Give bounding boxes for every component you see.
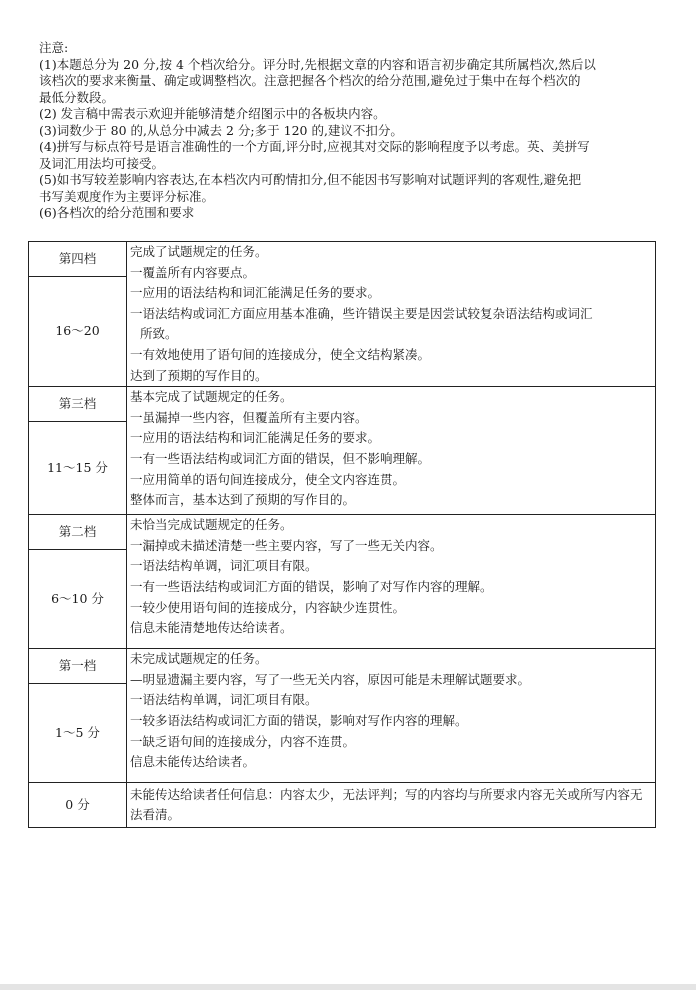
note-line: (5)如书写较差影响内容表达,在本档次内可酌情扣分,但不能因书写影响对试题评判的客观性,避免把	[39, 172, 582, 187]
grade-range: 11～15 分	[29, 422, 127, 515]
criteria-line: 达到了预期的写作目的。	[130, 367, 268, 383]
grade-level: 第四档	[29, 242, 127, 277]
criteria-line: —明显遗漏主要内容，写了一些无关内容，原因可能是未理解试题要求。	[130, 671, 531, 687]
note-line: 及词汇用法均可接受。	[39, 155, 165, 171]
criteria-line: 一语法结构单调，词汇项目有限。	[130, 558, 318, 574]
grade-description	[127, 387, 656, 515]
criteria-line: 一较多语法结构或词汇方面的错误，影响对写作内容的理解。	[130, 712, 468, 728]
note-line: (3)词数少于 80 的,从总分中减去 2 分;多于 120 的,建议不扣分。	[39, 122, 403, 138]
grade-row	[29, 387, 656, 422]
criteria-line: 信息未能清楚地传达给读者。	[130, 620, 293, 636]
criteria-line: 一应用简单的语句间连接成分，使全文内容连贯。	[130, 471, 406, 487]
note-line: (2) 发言稿中需表示欢迎并能够清楚介绍图示中的各板块内容。	[39, 106, 386, 121]
note-line: 书写美观度作为主要评分标准。	[39, 188, 215, 204]
grade-level: 第三档	[29, 387, 127, 422]
grade-range: 1～5 分	[29, 684, 127, 783]
notes-title: 注意:	[39, 40, 69, 55]
note-line: 最低分数段。	[39, 89, 115, 105]
grade-level: 0 分	[29, 783, 127, 828]
criteria-line: 一有一些语法结构或词汇方面的错误，影响了对写作内容的理解。	[130, 578, 493, 594]
note-line: (6)各档次的给分范围和要求	[39, 205, 195, 220]
grade-range: 6～10 分	[29, 550, 127, 649]
criteria-line: 未恰当完成试题规定的任务。	[130, 517, 293, 533]
criteria-line: 一漏掉或未描述清楚一些主要内容，写了一些无关内容。	[130, 537, 443, 553]
grade-description	[127, 649, 656, 783]
criteria-line: 基本完成了试题规定的任务。	[130, 389, 293, 405]
note-line: 该档次的要求来衡量、确定或调整档次。注意把握各个档次的给分范围,避免过于集中在每个档次的	[39, 73, 581, 88]
criteria-line: 一有一些语法结构或词汇方面的错误，但不影响理解。	[130, 450, 431, 466]
page-bottom-bar	[0, 984, 696, 990]
grade-description	[127, 242, 656, 387]
criteria-line: 一覆盖所有内容要点。	[130, 264, 256, 280]
grade-level: 第二档	[29, 515, 127, 550]
grade-range: 16～20	[29, 277, 127, 387]
criteria-line: 信息未能传达给读者。	[130, 754, 256, 770]
criteria-line: 完成了试题规定的任务。	[130, 244, 268, 259]
criteria-line: 一缺乏语句间的连接成分，内容不连贯。	[130, 733, 356, 749]
note-line: (4)拼写与标点符号是语言准确性的一个方面,评分时,应视其对交际的影响程度予以考虑。英、美拼写	[39, 139, 590, 154]
criteria-line: 所致。	[140, 326, 178, 342]
grade-description	[127, 515, 656, 649]
criteria-line: 一虽漏掉一些内容，但覆盖所有主要内容。	[130, 409, 368, 425]
criteria-line: 整体而言，基本达到了预期的写作目的。	[130, 492, 356, 508]
grade-row	[29, 515, 656, 550]
grade-row	[29, 783, 656, 828]
criteria-line: 未完成试题规定的任务。	[130, 651, 268, 667]
grade-level: 第一档	[29, 649, 127, 684]
grade-row	[29, 649, 656, 684]
criteria-line: 一应用的语法结构和词汇能满足任务的要求。	[130, 430, 381, 446]
grade-description: 未能传达给读者任何信息：内容太少，无法评判；写的内容均与所要求内容无关或所写内容无法看清。	[127, 783, 656, 828]
criteria-line: 一有效地使用了语句间的连接成分，使全文结构紧凑。	[130, 346, 431, 362]
note-line: (1)本题总分为 20 分,按 4 个档次给分。评分时,先根据文章的内容和语言初步确定其所属档次,然后以	[39, 56, 596, 72]
scoring-notes	[39, 40, 661, 222]
grading-table	[28, 241, 656, 828]
criteria-line: 一较少使用语句间的连接成分，内容缺少连贯性。	[130, 599, 406, 615]
grade-row	[29, 242, 656, 277]
criteria-line: 一应用的语法结构和词汇能满足任务的要求。	[130, 285, 381, 301]
criteria-line: 一语法结构单调，词汇项目有限。	[130, 692, 318, 708]
criteria-line: 一语法结构或词汇方面应用基本准确，些许错误主要是因尝试较复杂语法结构或词汇	[130, 305, 593, 321]
